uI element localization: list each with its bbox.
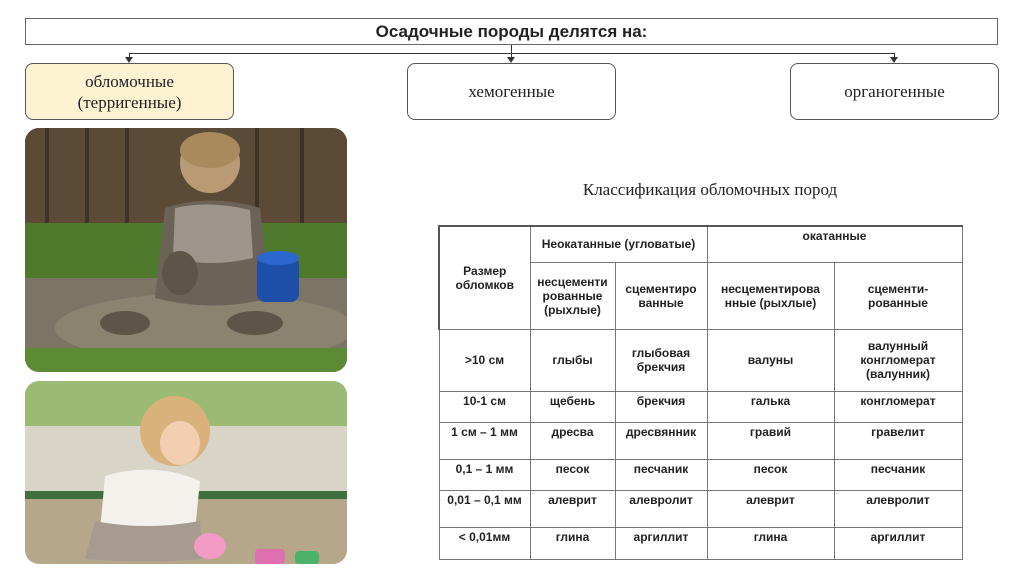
- table-row: [439, 329, 962, 391]
- category-chemogenic-label: хемогенные: [468, 82, 555, 101]
- row-size: 0,01 – 0,1 мм: [439, 490, 530, 527]
- table-cell: алевролит: [834, 490, 962, 527]
- table-row: [439, 459, 962, 490]
- table-cell: щебень: [530, 391, 615, 422]
- table-cell: песчаник: [834, 459, 962, 490]
- table-row: [439, 490, 962, 527]
- table-cell: песок: [530, 459, 615, 490]
- table-cell: валуны: [707, 329, 834, 391]
- table-cell: глыбовая брекчия: [615, 329, 707, 391]
- category-clastic: [25, 63, 234, 120]
- table-cell: дресва: [530, 422, 615, 459]
- classification-table: [438, 225, 963, 560]
- table-cell: галька: [707, 391, 834, 422]
- table-cell: алеврит: [530, 490, 615, 527]
- table-cell: глина: [707, 527, 834, 559]
- table-cell: алевролит: [615, 490, 707, 527]
- row-size: >10 см: [439, 329, 530, 391]
- subheader-rounded-cemented: сцементи- рованные: [834, 262, 962, 329]
- row-size: < 0,01мм: [439, 527, 530, 559]
- subheader-angular-cemented: сцементиро ванные: [615, 262, 707, 329]
- category-organogenic-label: органогенные: [844, 82, 945, 101]
- table-cell: конгломерат: [834, 391, 962, 422]
- table-cell: песок: [707, 459, 834, 490]
- table-row: [439, 527, 962, 559]
- header-angular: Неокатанные (угловатые): [530, 226, 707, 262]
- table-cell: дресвянник: [615, 422, 707, 459]
- subheader-angular-loose: несцементи рованные (рыхлые): [530, 262, 615, 329]
- photo-muddy-child: [25, 128, 347, 372]
- table-row: [439, 391, 962, 422]
- table-cell: глыбы: [530, 329, 615, 391]
- table-cell: валунный конгломерат (валунник): [834, 329, 962, 391]
- category-organogenic: [790, 63, 999, 120]
- table-cell: песчаник: [615, 459, 707, 490]
- header-rounded: окатанные: [707, 226, 962, 262]
- row-size: 1 см – 1 мм: [439, 422, 530, 459]
- table-cell: алеврит: [707, 490, 834, 527]
- table-cell: аргиллит: [615, 527, 707, 559]
- category-chemogenic: [407, 63, 616, 120]
- table-caption: Классификация обломочных пород: [582, 180, 838, 199]
- table-cell: гравий: [707, 422, 834, 459]
- page-title: Осадочные породы делятся на:: [25, 18, 998, 45]
- connector-vertical-top: [511, 45, 512, 53]
- table-cell: брекчия: [615, 391, 707, 422]
- table-cell: глина: [530, 527, 615, 559]
- category-clastic-label: обломочные (терригенные): [77, 71, 182, 112]
- photo-sandbox-child: [25, 381, 347, 564]
- subheader-rounded-loose: несцементирова нные (рыхлые): [707, 262, 834, 329]
- table-cell: гравелит: [834, 422, 962, 459]
- row-size: 10-1 см: [439, 391, 530, 422]
- table-row: [439, 422, 962, 459]
- table-cell: аргиллит: [834, 527, 962, 559]
- connector-horizontal: [129, 53, 895, 54]
- header-size: Размер обломков: [439, 226, 530, 329]
- row-size: 0,1 – 1 мм: [439, 459, 530, 490]
